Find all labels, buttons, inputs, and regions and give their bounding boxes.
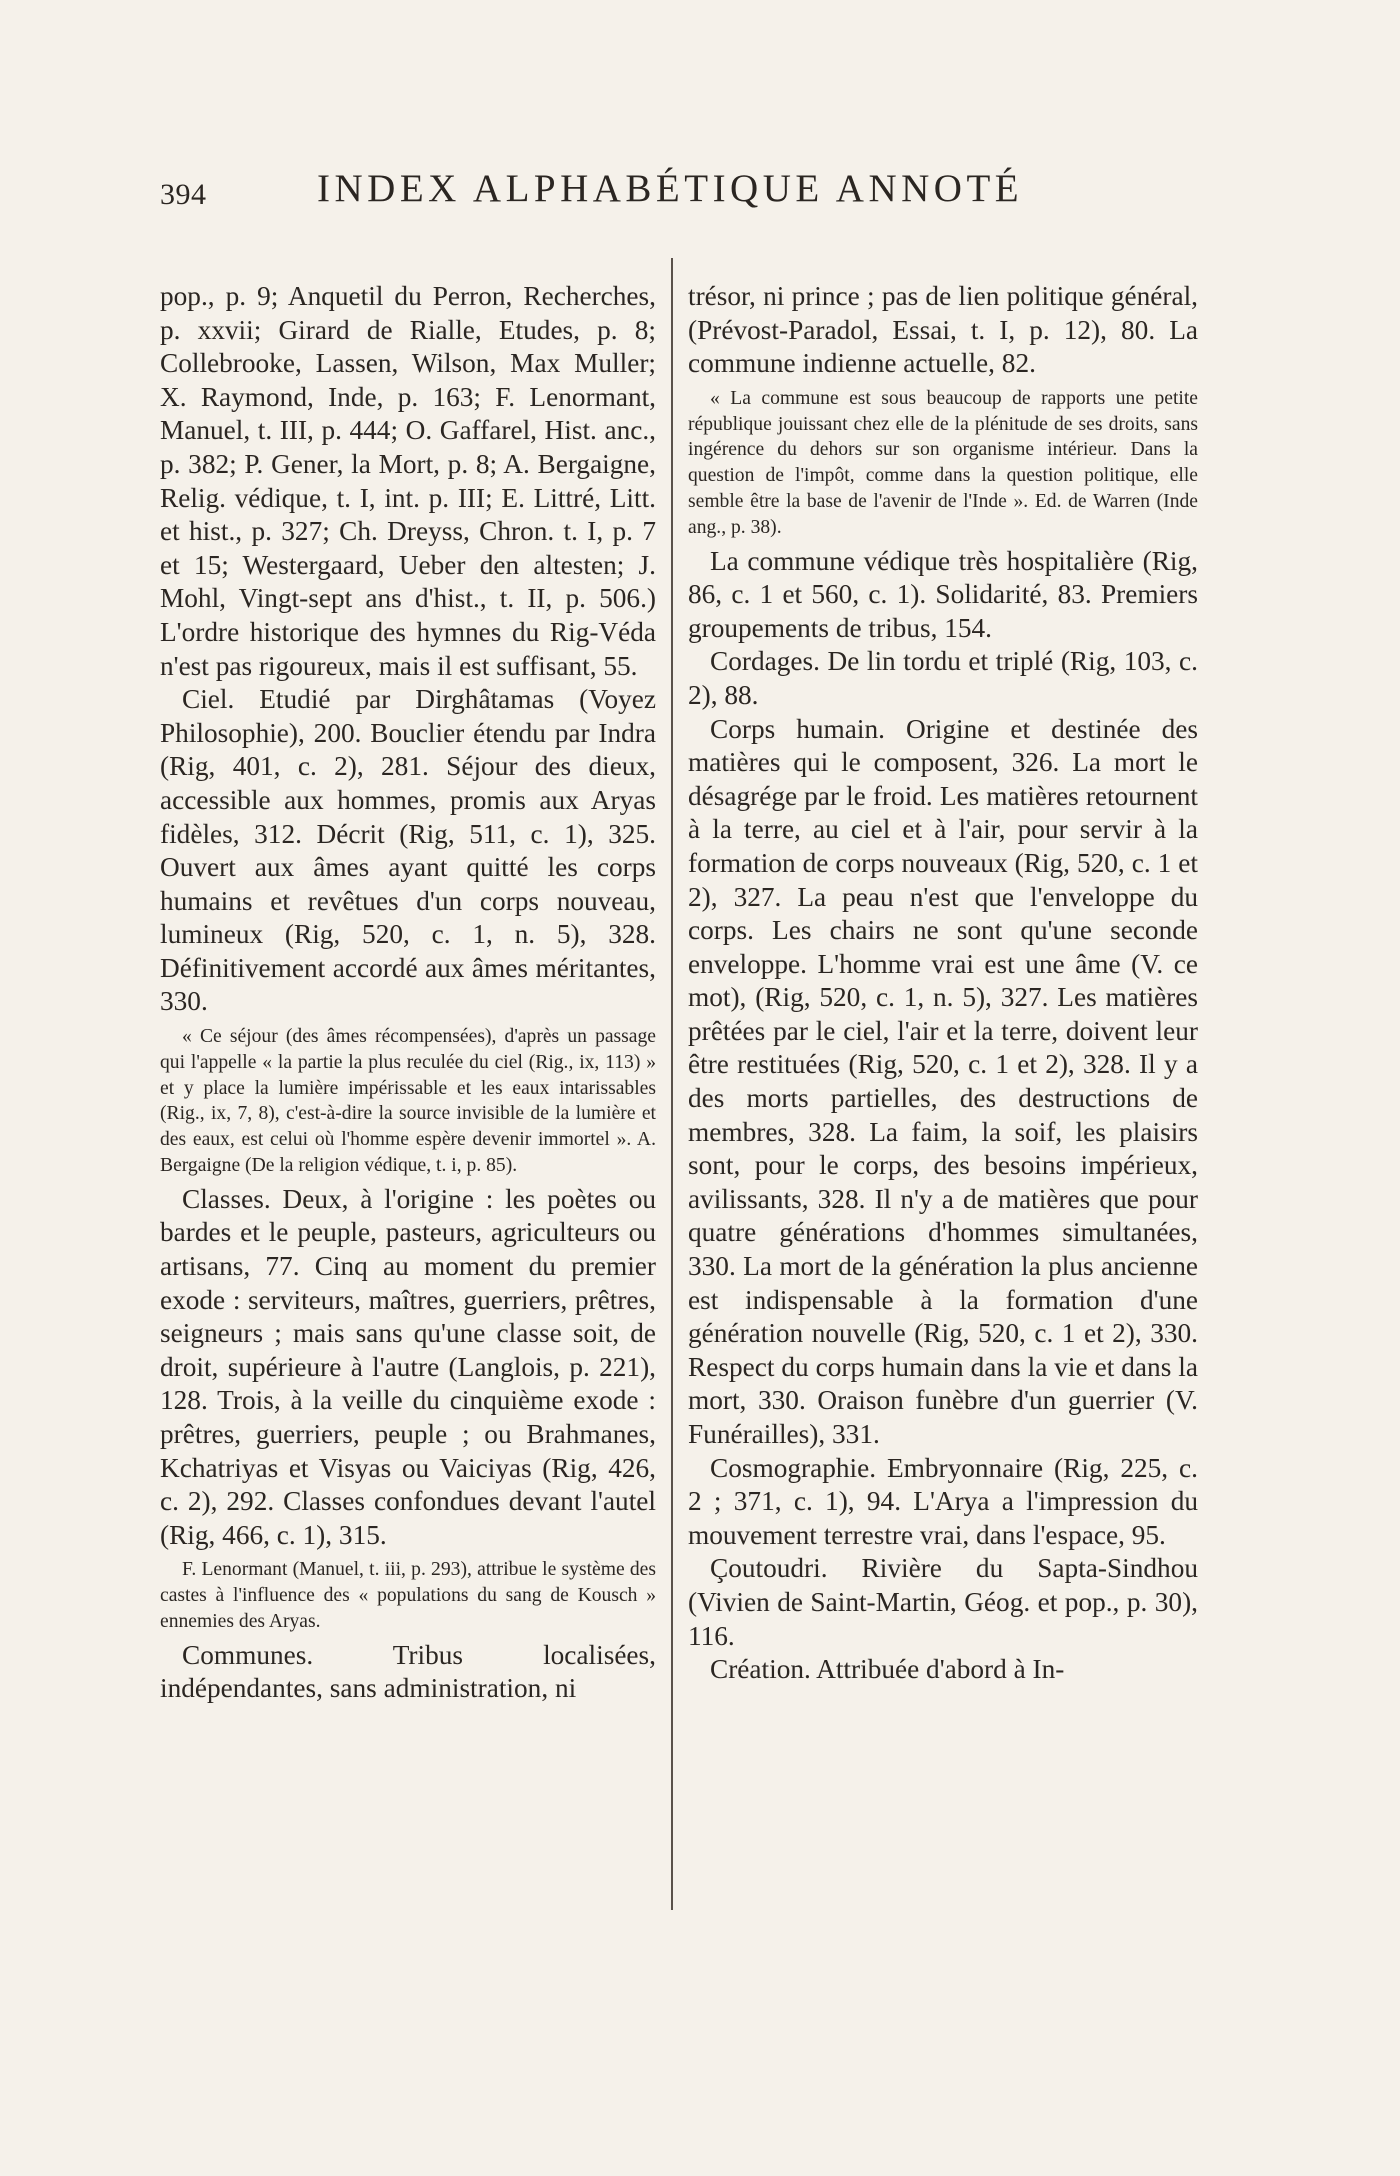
index-entry-communes-vedique: La commune védique très hospitalière (Rig, 86, c. 1 et 560, c. 1). Solidarité, 83. Premiers groupements de tribus, 154. [688, 545, 1198, 643]
index-entry-continuation: pop., p. 9; Anquetil du Perron, Recherches, p. xxvii; Girard de Rialle, Etudes, p. 8; Collebrooke, Lassen, Wilson, Max Muller; X. Raymond, Inde, p. 163; F. Lenormant, Manuel, t. III, p. 444; O. Gaffarel, Hist. anc., p. 382; P. Gener, la Mort, p. 8; A. Bergaigne, Relig. védique, t. I, int. p. III; E. Littré, Litt. et hist., p. 327; Ch. Dreyss, Chron. t. I, p. 7 et 15; Westergaard, Ueber den altesten; J. Mohl, Vingt-sept ans d'hist., t. II, p. 506.) L'ordre historique des hymnes du Rig-Véda n'est pas rigoureux, mais il est suffisant, 55. [160, 281, 656, 681]
right-column [688, 280, 1198, 1687]
page-header [160, 166, 1240, 216]
quotation-classes: F. Lenormant (Manuel, t. iii, p. 293), attribue le système des castes à l'influence des « populations du sang de Kousch » ennemies des Aryas. [160, 1559, 656, 1632]
index-entry-creation: Création. Attribuée d'abord à In- [710, 1654, 1065, 1685]
index-entry-communes: Communes. Tribus localisées, indépendantes, sans administration, ni [160, 1639, 656, 1704]
index-entry-ciel: Ciel. Etudié par Dirghâtamas (Voyez Philosophie), 200. Bouclier étendu par Indra (Rig, 401, c. 2), 281. Séjour des dieux, accessible aux hommes, promis aux Aryas fidèles, 312. Décrit (Rig, 511, c. 1), 325. Ouvert aux âmes ayant quitté les corps humains et revêtues d'un corps nouveau, lumineux (Rig, 520, c. 1, n. 5), 328. Définitivement accordé aux âmes méritantes, 330. [160, 684, 656, 1017]
index-entry-communes-continued: trésor, ni prince ; pas de lien politique général, (Prévost-Paradol, Essai, t. I, p. 12), 80. La commune indienne actuelle, 82. [688, 281, 1198, 379]
running-title: INDEX ALPHABÉTIQUE ANNOTÉ [317, 167, 1024, 210]
index-entry-corps-humain: Corps humain. Origine et destinée des matières qui le composent, 326. La mort le désagrége par le froid. Les matières retournent à la terre, au ciel et à l'air, pour servir à la formation de corps nouveaux (Rig, 520, c. 1 et 2), 327. La peau n'est que l'enveloppe du corps. Les chairs ne sont qu'une seconde enveloppe. L'homme vrai est une âme (V. ce mot), (Rig, 520, c. 1, n. 5), 327. Les matières prêtées par le ciel, l'air et la terre, doivent leur être restituées (Rig, 520, c. 1 et 2), 328. Il y a des morts partielles, des destructions de membres, 328. La faim, la soif, les plaisirs sont, pour le corps, des besoins impérieux, avilissants, 328. Il n'y a de matières que pour quatre générations d'hommes simultanées, 330. La mort de la génération la plus ancienne est indispensable à la formation d'une génération nouvelle (Rig, 520, c. 1 et 2), 330. Respect du corps humain dans la vie et dans la mort, 330. Oraison funèbre d'un guerrier (V. Funérailles), 331. [688, 713, 1198, 1449]
quotation-ciel: « Ce séjour (des âmes récompensées), d'après un passage qui l'appelle « la partie la plus reculée du ciel (Rig., ix, 113) » et y place la lumière impérissable et les eaux intarissables (Rig., ix, 7, 8), c'est-à-dire la source invisible de la lumière et des eaux, est celui où l'homme espère devenir immortel ». A. Bergaigne (De la religion védique, t. i, p. 85). [160, 1026, 656, 1177]
index-entry-classes: Classes. Deux, à l'origine : les poètes ou bardes et le peuple, pasteurs, agriculteurs ou artisans, 77. Cinq au moment du premier exode : serviteurs, maîtres, guerriers, prêtres, seigneurs ; mais sans qu'une classe soit, de droit, supérieure à l'autre (Langlois, p. 221), 128. Trois, à la veille du cinquième exode : prêtres, guerriers, peuple ; ou Brahmanes, Kchatriyas et Visyas ou Vaiciyas (Rig, 426, c. 2), 292. Classes confondues devant l'autel (Rig, 466, c. 1), 315. [160, 1183, 656, 1550]
left-column [160, 280, 656, 1706]
quotation-communes: « La commune est sous beaucoup de rapports une petite république jouissant chez elle de la plénitude de ses droits, sans ingérence du dehors sur son organisme intérieur. Dans la question de l'impôt, comme dans la question politique, elle semble être la base de l'avenir de l'Inde ». Ed. de Warren (Inde ang., p. 38). [688, 387, 1198, 538]
index-entry-cosmographie: Cosmographie. Embryonnaire (Rig, 225, c. 2 ; 371, c. 1), 94. L'Arya a l'impression du mouvement terrestre vrai, dans l'espace, 95. [688, 1452, 1198, 1550]
page-number: 394 [160, 178, 207, 211]
index-entry-cordages: Cordages. De lin tordu et triplé (Rig, 103, c. 2), 88. [688, 646, 1198, 710]
column-divider [671, 258, 673, 1910]
index-entry-coutoudri: Çoutoudri. Rivière du Sapta-Sindhou (Vivien de Saint-Martin, Géog. et pop., p. 30), 116. [688, 1553, 1198, 1651]
